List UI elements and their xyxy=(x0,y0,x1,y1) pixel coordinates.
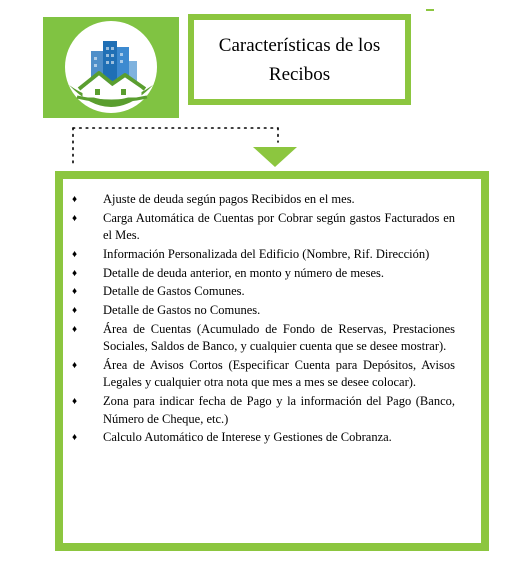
list-item xyxy=(63,357,481,392)
diamond-bullet-icon: ♦ xyxy=(72,396,78,407)
diamond-bullet-icon: ♦ xyxy=(72,432,78,444)
diamond-bullet-icon: ♦ xyxy=(72,267,78,279)
down-arrow-icon xyxy=(253,147,297,167)
feature-text: Zona para indicar fecha de Pago y la información del Pago (Banco, Número de Cheque, etc.) xyxy=(103,394,455,426)
features-box xyxy=(55,171,489,551)
feature-text: Calculo Automático de Interese y Gestiones de Cobranza. xyxy=(103,430,392,445)
feature-text: Detalle de deuda anterior, en monto y número de meses. xyxy=(103,265,384,280)
feature-text: Información Personalizada del Edificio (Nombre, Rif. Dirección) xyxy=(103,246,430,261)
list-item xyxy=(63,265,481,283)
diamond-bullet-icon: ♦ xyxy=(72,194,78,205)
diamond-bullet-icon: ♦ xyxy=(72,359,78,371)
features-list xyxy=(63,191,481,448)
feature-text: Detalle de Gastos Comunes. xyxy=(103,284,245,299)
list-item xyxy=(63,321,481,356)
diamond-bullet-icon: ♦ xyxy=(72,248,78,260)
feature-text: Ajuste de deuda según pagos Recibidos en el mes. xyxy=(103,192,355,206)
feature-text: Área de Avisos Cortos (Especificar Cuenta para Depósitos, Avisos Legales y cualquier otra nota que mes a mes se desee colocar). xyxy=(103,357,455,390)
list-item xyxy=(63,210,481,245)
diamond-bullet-icon: ♦ xyxy=(72,286,78,298)
feature-text: Área de Cuentas (Acumulado de Fondo de Reservas, Prestaciones Sociales, Saldos de Banco, y cualquier cuenta que se desee mostrar). xyxy=(103,321,455,354)
dotted-connector xyxy=(0,0,519,175)
feature-text: Detalle de Gastos no Comunes. xyxy=(103,302,261,317)
list-item xyxy=(63,283,481,301)
diamond-bullet-icon: ♦ xyxy=(72,212,78,224)
title-line-1: Características de los xyxy=(218,34,381,56)
list-item xyxy=(63,429,481,447)
diamond-bullet-icon: ♦ xyxy=(72,304,78,316)
diamond-bullet-icon: ♦ xyxy=(72,323,78,335)
list-item xyxy=(63,191,481,209)
list-item xyxy=(63,302,481,320)
list-item xyxy=(63,246,481,264)
title-line-2: Recibos xyxy=(268,63,331,85)
list-item xyxy=(63,393,481,428)
feature-text: Carga Automática de Cuentas por Cobrar según gastos Facturados en el Mes. xyxy=(103,210,455,243)
